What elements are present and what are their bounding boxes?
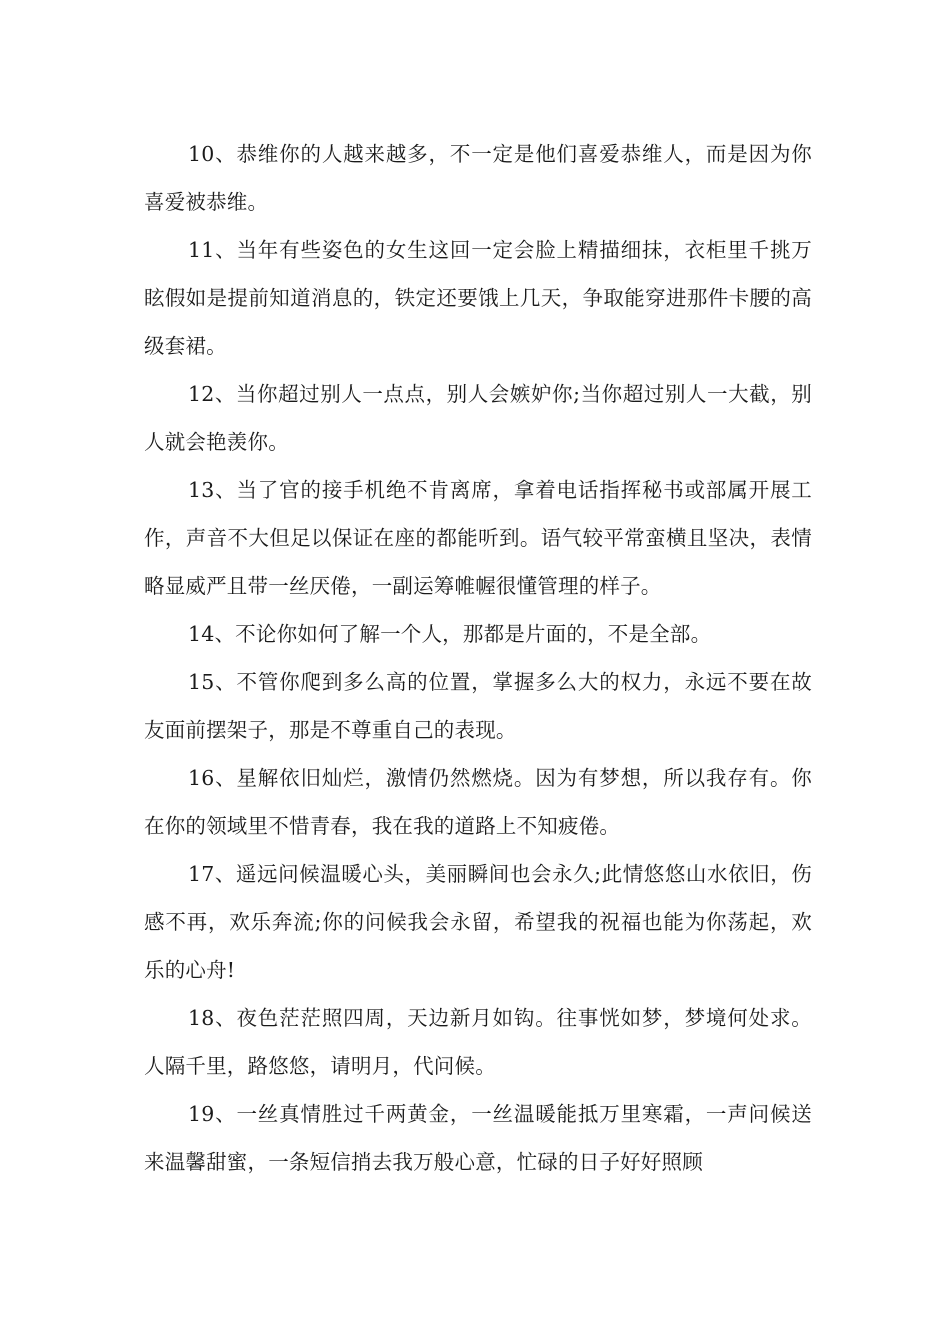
paragraph-13: 13、当了官的接手机绝不肯离席，拿着电话指挥秘书或部属开展工作，声音不大但足以保证在座的都能听到。语气较平常蛮横且坚决，表情略显威严且带一丝厌倦，一副运筹帷幄很懂管理的样子。 xyxy=(144,478,812,598)
paragraph-11: 11、当年有些姿色的女生这回一定会脸上精描细抹，衣柜里千挑万眩假如是提前知道消息的，铁定还要饿上几天，争取能穿进那件卡腰的高级套裙。 xyxy=(144,238,812,358)
paragraph-19: 19、一丝真情胜过千两黄金，一丝温暖能抵万里寒霜，一声问候送来温馨甜蜜，一条短信捎去我万般心意，忙碌的日子好好照顾 xyxy=(144,1102,812,1174)
paragraph-18: 18、夜色茫茫照四周，天边新月如钩。往事恍如梦，梦境何处求。人隔千里，路悠悠，请明月，代问候。 xyxy=(144,1006,812,1078)
document-body xyxy=(144,130,812,1186)
paragraph-12: 12、当你超过别人一点点，别人会嫉妒你;当你超过别人一大截，别人就会艳羡你。 xyxy=(144,382,812,454)
paragraph-16: 16、星解依旧灿烂，激情仍然燃烧。因为有梦想，所以我存有。你在你的领域里不惜青春，我在我的道路上不知疲倦。 xyxy=(144,766,812,838)
paragraph-17: 17、遥远问候温暖心头，美丽瞬间也会永久;此情悠悠山水依旧，伤感不再，欢乐奔流;你的问候我会永留，希望我的祝福也能为你荡起，欢乐的心舟! xyxy=(144,862,812,982)
paragraph-14: 14、不论你如何了解一个人，那都是片面的，不是全部。 xyxy=(188,622,712,646)
paragraph-10: 10、恭维你的人越来越多，不一定是他们喜爱恭维人，而是因为你喜爱被恭维。 xyxy=(144,142,812,214)
paragraph-15: 15、不管你爬到多么高的位置，掌握多么大的权力，永远不要在故友面前摆架子，那是不尊重自己的表现。 xyxy=(144,670,812,742)
